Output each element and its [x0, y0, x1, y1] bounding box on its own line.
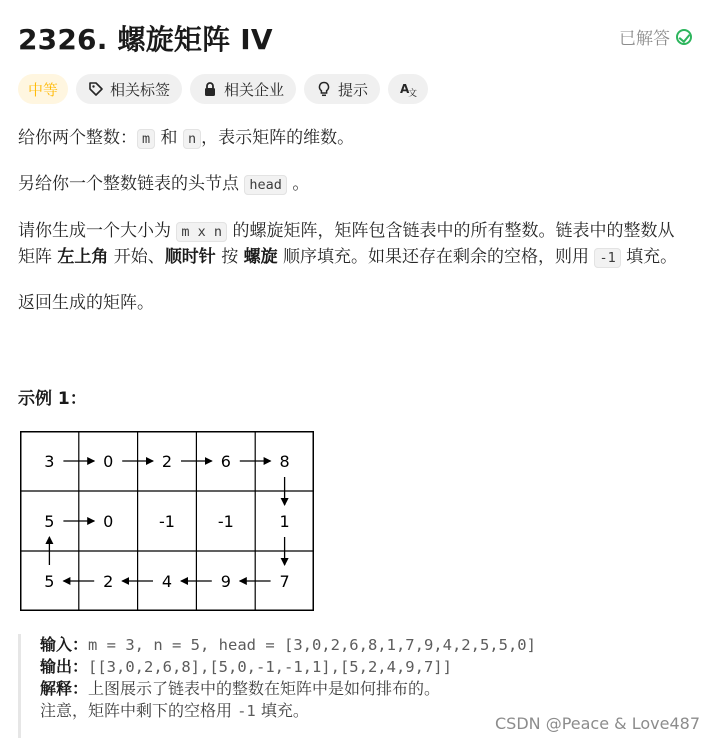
- matrix-cell-value: 9: [220, 572, 231, 591]
- output-label: 输出：: [40, 657, 89, 676]
- matrix-cell-value: 2: [161, 452, 173, 471]
- lock-icon: [202, 81, 218, 97]
- desc-text: 给你两个整数：: [18, 128, 137, 148]
- note-text: 填充。: [255, 701, 309, 720]
- hint-label: 提示: [338, 80, 369, 99]
- code-head: head: [244, 175, 287, 195]
- tag-bar: [18, 74, 428, 104]
- desc-paragraph-1: [18, 126, 354, 152]
- lightbulb-icon: [316, 81, 332, 97]
- related-companies-label: 相关企业: [224, 80, 285, 99]
- example-input-line: [40, 634, 698, 656]
- desc-text: 的螺旋矩阵，矩阵包含链表中的所有整数。链表中的整数从: [227, 221, 675, 241]
- example-explain-line: [40, 678, 698, 700]
- input-value: m = 3, n = 5, head = [3,0,2,6,8,1,7,9,4,2,5,5,0]: [88, 636, 536, 654]
- matrix-cell-value: 3: [44, 452, 55, 471]
- matrix-cell-value: 0: [103, 452, 114, 471]
- code-m: m: [137, 129, 155, 149]
- matrix-cell-value: 1: [279, 512, 290, 531]
- solved-status: [619, 24, 692, 49]
- tag-icon: [88, 81, 104, 97]
- example-title: 示例 1：: [18, 389, 87, 409]
- matrix-cell-value: 6: [220, 452, 231, 471]
- desc-text: 按: [215, 247, 244, 267]
- desc-paragraph-3: [18, 219, 708, 271]
- explain-value: 上图展示了链表中的整数在矩阵中是如何排布的。: [88, 679, 441, 698]
- matrix-cell-value: 8: [279, 452, 290, 471]
- code-neg-one: -1: [594, 248, 620, 268]
- note-text: 注意，矩阵中剩下的空格用: [40, 701, 238, 720]
- matrix-cell-value: 4: [161, 572, 173, 591]
- desc-text: 填充。: [620, 247, 678, 267]
- desc-text: 矩阵: [18, 247, 58, 267]
- desc-text: 顺序填充。如果还存在剩余的空格，则用: [277, 247, 595, 267]
- desc-paragraph-2: [18, 172, 309, 198]
- bold-top-left: 左上角: [57, 247, 109, 267]
- output-value: [[3,0,2,6,8],[5,0,-1,-1,1],[5,2,4,9,7]]: [88, 658, 452, 676]
- explain-label: 解释：: [40, 679, 89, 698]
- desc-paragraph-4: 返回生成的矩阵。: [18, 293, 154, 313]
- translate-button[interactable]: [388, 74, 428, 104]
- related-companies-button[interactable]: [190, 74, 296, 104]
- check-circle-icon: [676, 29, 692, 45]
- desc-text: 和: [155, 128, 183, 148]
- spiral-matrix-diagram: [20, 431, 314, 611]
- bold-spiral: 螺旋: [243, 247, 278, 267]
- desc-text: 。: [286, 174, 310, 194]
- matrix-cell-value: 5: [44, 512, 55, 531]
- matrix-cell-value: 5: [44, 572, 55, 591]
- problem-title: 2326. 螺旋矩阵 IV: [18, 23, 273, 56]
- desc-text: 开始、: [108, 247, 165, 267]
- title-row: [18, 16, 698, 56]
- desc-text: ，表示矩阵的维数。: [201, 128, 355, 148]
- difficulty-label: 中等: [28, 80, 59, 99]
- translate-icon: [400, 81, 416, 97]
- related-tags-label: 相关标签: [110, 80, 171, 99]
- note-neg-one: -1: [237, 702, 256, 720]
- desc-text: 另给你一个整数链表的头节点: [18, 174, 245, 194]
- matrix-cell-value: 7: [279, 572, 290, 591]
- related-tags-button[interactable]: [76, 74, 182, 104]
- hint-button[interactable]: [304, 74, 380, 104]
- svg-text:A: A: [400, 82, 410, 96]
- matrix-cell-value: 0: [103, 512, 114, 531]
- code-n: n: [183, 129, 201, 149]
- matrix-cell-value: -1: [159, 512, 175, 531]
- input-label: 输入：: [40, 635, 89, 654]
- bold-clockwise: 顺时针: [164, 247, 216, 267]
- matrix-cell-value: -1: [217, 512, 234, 531]
- solved-label: 已解答: [619, 29, 670, 49]
- matrix-cell-value: 2: [103, 572, 114, 591]
- example-output-line: [40, 656, 698, 678]
- difficulty-badge[interactable]: [18, 74, 68, 104]
- svg-text:文: 文: [408, 89, 418, 97]
- desc-text: 请你生成一个大小为: [18, 221, 177, 241]
- code-mxn: m x n: [176, 222, 227, 242]
- csdn-watermark: CSDN @Peace & Love487: [495, 714, 700, 733]
